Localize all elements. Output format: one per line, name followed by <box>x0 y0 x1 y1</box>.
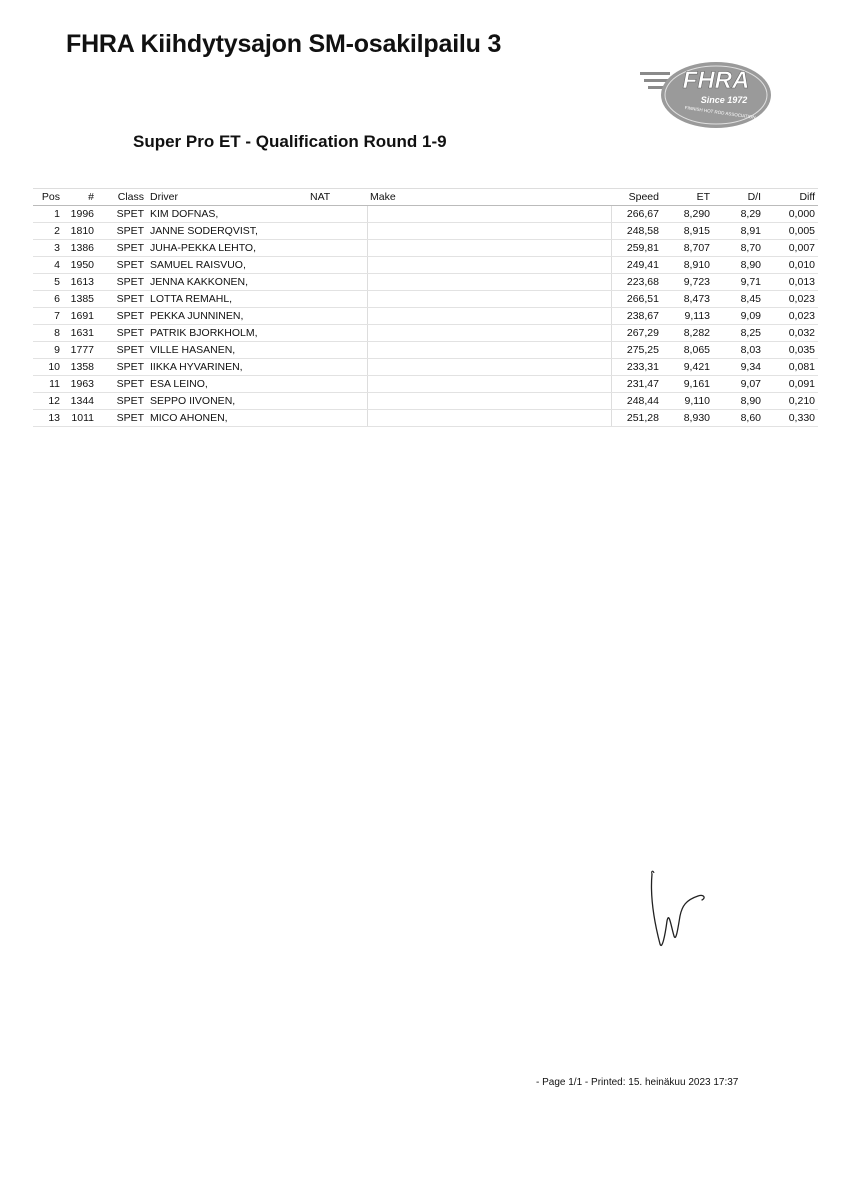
cell-nat <box>307 376 367 393</box>
table-row <box>33 308 818 325</box>
cell-speed: 231,47 <box>611 376 662 393</box>
cell-driver: JENNA KAKKONEN, <box>147 274 307 291</box>
cell-pos: 2 <box>33 223 63 240</box>
cell-et: 9,113 <box>662 308 713 325</box>
cell-pos: 3 <box>33 240 63 257</box>
cell-class: SPET <box>97 359 147 376</box>
page-title: FHRA Kiihdytysajon SM-osakilpailu 3 <box>66 30 502 58</box>
cell-nat <box>307 223 367 240</box>
cell-number: 1631 <box>63 325 97 342</box>
cell-speed: 249,41 <box>611 257 662 274</box>
column-header-driver: Driver <box>147 189 307 206</box>
cell-pos: 12 <box>33 393 63 410</box>
cell-diff: 0,330 <box>764 410 818 427</box>
cell-di: 8,60 <box>713 410 764 427</box>
cell-nat <box>307 240 367 257</box>
cell-number: 1344 <box>63 393 97 410</box>
cell-make <box>367 325 611 342</box>
cell-nat <box>307 308 367 325</box>
cell-pos: 9 <box>33 342 63 359</box>
cell-make <box>367 359 611 376</box>
cell-nat <box>307 274 367 291</box>
cell-nat <box>307 359 367 376</box>
cell-number: 1996 <box>63 206 97 223</box>
cell-speed: 266,67 <box>611 206 662 223</box>
cell-nat <box>307 393 367 410</box>
table-row <box>33 291 818 308</box>
cell-et: 8,915 <box>662 223 713 240</box>
cell-class: SPET <box>97 342 147 359</box>
cell-pos: 6 <box>33 291 63 308</box>
results-body <box>33 206 818 427</box>
cell-di: 8,45 <box>713 291 764 308</box>
cell-driver: VILLE HASANEN, <box>147 342 307 359</box>
fhra-logo <box>640 58 772 130</box>
cell-diff: 0,023 <box>764 291 818 308</box>
cell-et: 8,930 <box>662 410 713 427</box>
column-header-nat: NAT <box>307 189 367 206</box>
cell-nat <box>307 325 367 342</box>
cell-diff: 0,000 <box>764 206 818 223</box>
cell-make <box>367 223 611 240</box>
cell-make <box>367 410 611 427</box>
cell-et: 9,723 <box>662 274 713 291</box>
table-row <box>33 325 818 342</box>
column-header-speed: Speed <box>611 189 662 206</box>
cell-pos: 4 <box>33 257 63 274</box>
cell-diff: 0,032 <box>764 325 818 342</box>
cell-class: SPET <box>97 393 147 410</box>
handwritten-signature <box>640 866 720 952</box>
cell-number: 1950 <box>63 257 97 274</box>
cell-class: SPET <box>97 274 147 291</box>
cell-et: 8,910 <box>662 257 713 274</box>
cell-et: 8,473 <box>662 291 713 308</box>
cell-make <box>367 291 611 308</box>
table-row <box>33 206 818 223</box>
cell-make <box>367 240 611 257</box>
cell-speed: 267,29 <box>611 325 662 342</box>
cell-make <box>367 342 611 359</box>
cell-class: SPET <box>97 223 147 240</box>
cell-number: 1691 <box>63 308 97 325</box>
results-table <box>33 188 818 427</box>
cell-make <box>367 257 611 274</box>
table-header-row <box>33 189 818 206</box>
column-header-et: ET <box>662 189 713 206</box>
cell-class: SPET <box>97 206 147 223</box>
cell-driver: SEPPO IIVONEN, <box>147 393 307 410</box>
table-row <box>33 393 818 410</box>
table-row <box>33 410 818 427</box>
cell-pos: 5 <box>33 274 63 291</box>
cell-class: SPET <box>97 376 147 393</box>
cell-speed: 248,58 <box>611 223 662 240</box>
cell-driver: JUHA-PEKKA LEHTO, <box>147 240 307 257</box>
cell-class: SPET <box>97 325 147 342</box>
page-subtitle: Super Pro ET - Qualification Round 1-9 <box>133 132 447 151</box>
cell-et: 8,290 <box>662 206 713 223</box>
cell-pos: 1 <box>33 206 63 223</box>
cell-class: SPET <box>97 410 147 427</box>
cell-pos: 13 <box>33 410 63 427</box>
cell-nat <box>307 291 367 308</box>
cell-class: SPET <box>97 291 147 308</box>
table-row <box>33 342 818 359</box>
cell-class: SPET <box>97 240 147 257</box>
cell-driver: JANNE SODERQVIST, <box>147 223 307 240</box>
cell-diff: 0,010 <box>764 257 818 274</box>
cell-di: 8,03 <box>713 342 764 359</box>
cell-class: SPET <box>97 257 147 274</box>
cell-diff: 0,023 <box>764 308 818 325</box>
cell-speed: 275,25 <box>611 342 662 359</box>
column-header-number: # <box>63 189 97 206</box>
cell-nat <box>307 410 367 427</box>
cell-et: 9,110 <box>662 393 713 410</box>
cell-pos: 8 <box>33 325 63 342</box>
cell-speed: 233,31 <box>611 359 662 376</box>
cell-diff: 0,035 <box>764 342 818 359</box>
cell-speed: 259,81 <box>611 240 662 257</box>
cell-driver: SAMUEL RAISVUO, <box>147 257 307 274</box>
cell-diff: 0,013 <box>764 274 818 291</box>
cell-make <box>367 308 611 325</box>
cell-number: 1810 <box>63 223 97 240</box>
cell-di: 8,29 <box>713 206 764 223</box>
cell-driver: PEKKA JUNNINEN, <box>147 308 307 325</box>
cell-speed: 248,44 <box>611 393 662 410</box>
cell-diff: 0,081 <box>764 359 818 376</box>
cell-di: 8,25 <box>713 325 764 342</box>
cell-number: 1386 <box>63 240 97 257</box>
logo-association: FINNISH HOT ROD ASSOCIATION <box>684 105 756 120</box>
cell-di: 9,71 <box>713 274 764 291</box>
cell-diff: 0,091 <box>764 376 818 393</box>
cell-driver: LOTTA REMAHL, <box>147 291 307 308</box>
cell-et: 8,065 <box>662 342 713 359</box>
cell-speed: 238,67 <box>611 308 662 325</box>
cell-driver: KIM DOFNAS, <box>147 206 307 223</box>
cell-di: 9,07 <box>713 376 764 393</box>
cell-et: 9,161 <box>662 376 713 393</box>
cell-number: 1358 <box>63 359 97 376</box>
column-header-pos: Pos <box>33 189 63 206</box>
cell-number: 1385 <box>63 291 97 308</box>
cell-speed: 266,51 <box>611 291 662 308</box>
cell-driver: ESA LEINO, <box>147 376 307 393</box>
table-row <box>33 376 818 393</box>
table-row <box>33 359 818 376</box>
cell-diff: 0,210 <box>764 393 818 410</box>
column-header-diff: Diff <box>764 189 818 206</box>
cell-nat <box>307 342 367 359</box>
table-row <box>33 223 818 240</box>
cell-pos: 7 <box>33 308 63 325</box>
logo-text: FHRA <box>682 67 750 94</box>
cell-di: 8,70 <box>713 240 764 257</box>
cell-diff: 0,005 <box>764 223 818 240</box>
cell-class: SPET <box>97 308 147 325</box>
table-row <box>33 257 818 274</box>
cell-speed: 223,68 <box>611 274 662 291</box>
cell-di: 8,91 <box>713 223 764 240</box>
cell-pos: 11 <box>33 376 63 393</box>
cell-number: 1777 <box>63 342 97 359</box>
cell-di: 8,90 <box>713 257 764 274</box>
table-row <box>33 240 818 257</box>
cell-make <box>367 206 611 223</box>
cell-nat <box>307 206 367 223</box>
cell-di: 9,34 <box>713 359 764 376</box>
cell-et: 8,282 <box>662 325 713 342</box>
cell-driver: IIKKA HYVARINEN, <box>147 359 307 376</box>
cell-nat <box>307 257 367 274</box>
table-row <box>33 274 818 291</box>
cell-make <box>367 393 611 410</box>
cell-driver: PATRIK BJORKHOLM, <box>147 325 307 342</box>
cell-number: 1011 <box>63 410 97 427</box>
cell-driver: MICO AHONEN, <box>147 410 307 427</box>
cell-di: 8,90 <box>713 393 764 410</box>
cell-et: 9,421 <box>662 359 713 376</box>
column-header-di: D/I <box>713 189 764 206</box>
cell-number: 1963 <box>63 376 97 393</box>
cell-di: 9,09 <box>713 308 764 325</box>
logo-since: Since 1972 <box>700 95 748 105</box>
cell-make <box>367 376 611 393</box>
page-footer: - Page 1/1 - Printed: 15. heinäkuu 2023 17:37 <box>536 1077 739 1088</box>
cell-diff: 0,007 <box>764 240 818 257</box>
cell-speed: 251,28 <box>611 410 662 427</box>
cell-pos: 10 <box>33 359 63 376</box>
cell-make <box>367 274 611 291</box>
cell-number: 1613 <box>63 274 97 291</box>
column-header-class: Class <box>97 189 147 206</box>
column-header-make: Make <box>367 189 611 206</box>
cell-et: 8,707 <box>662 240 713 257</box>
